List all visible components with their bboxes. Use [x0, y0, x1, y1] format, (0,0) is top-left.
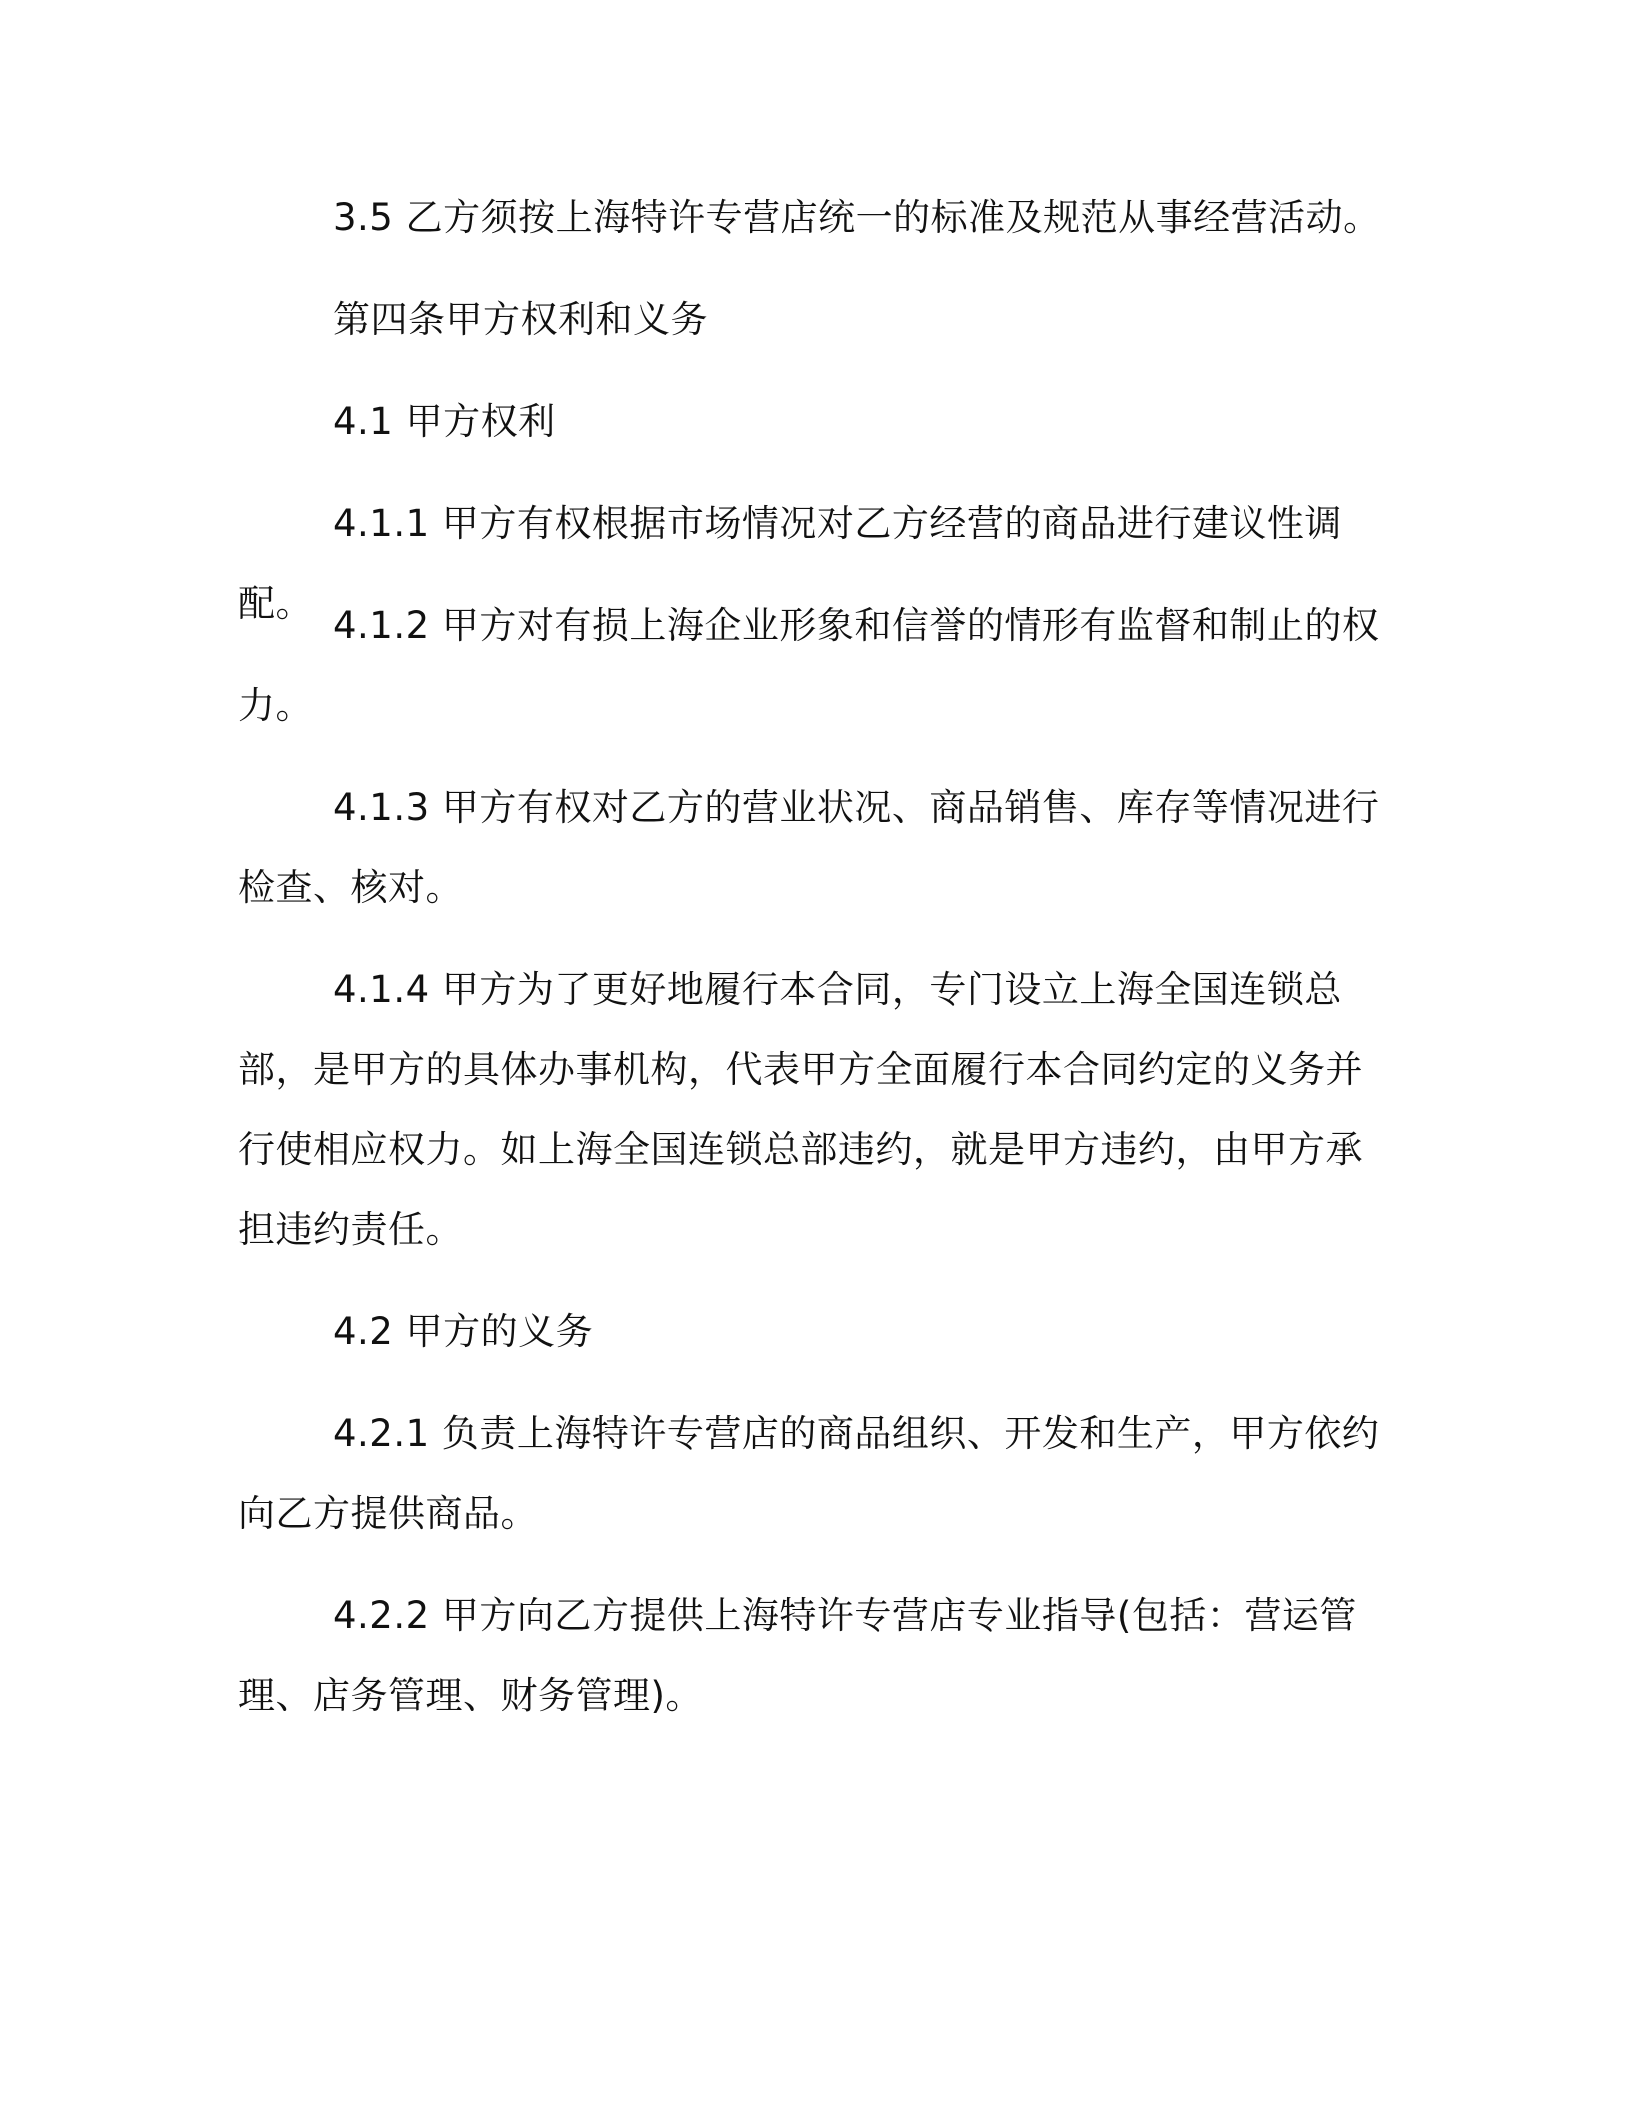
subsection-heading-4-1: 4.1 甲方权利: [333, 400, 556, 443]
paragraph-4-1-2: 4.1.2 甲方对有损上海企业形象和信誉的情形有监督和制止的权力。: [238, 604, 1380, 727]
paragraph-4-1-4: 4.1.4 甲方为了更好地履行本合同，专门设立上海全国连锁总部，是甲方的具体办事机构，代表甲方全面履行本合同约定的义务并行使相应权力。如上海全国连锁总部违约，就是甲方违约，由甲方承担违约责任。: [238, 968, 1363, 1251]
paragraph-3-5: 3.5 乙方须按上海特许专营店统一的标准及规范从事经营活动。: [333, 196, 1381, 239]
paragraph-4-1-1: 4.1.1 甲方有权根据市场情况对乙方经营的商品进行建议性调配。: [238, 502, 1342, 625]
subsection-heading-4-2: 4.2 甲方的义务: [333, 1310, 594, 1353]
paragraph-4-1-3: 4.1.3 甲方有权对乙方的营业状况、商品销售、库存等情况进行检查、核对。: [238, 786, 1380, 909]
section-heading-article-4: 第四条甲方权利和义务: [333, 298, 708, 341]
paragraph-4-2-2: 4.2.2 甲方向乙方提供上海特许专营店专业指导(包括：营运管理、店务管理、财务管理)。: [238, 1594, 1357, 1717]
paragraph-4-2-1: 4.2.1 负责上海特许专营店的商品组织、开发和生产，甲方依约向乙方提供商品。: [238, 1412, 1380, 1535]
